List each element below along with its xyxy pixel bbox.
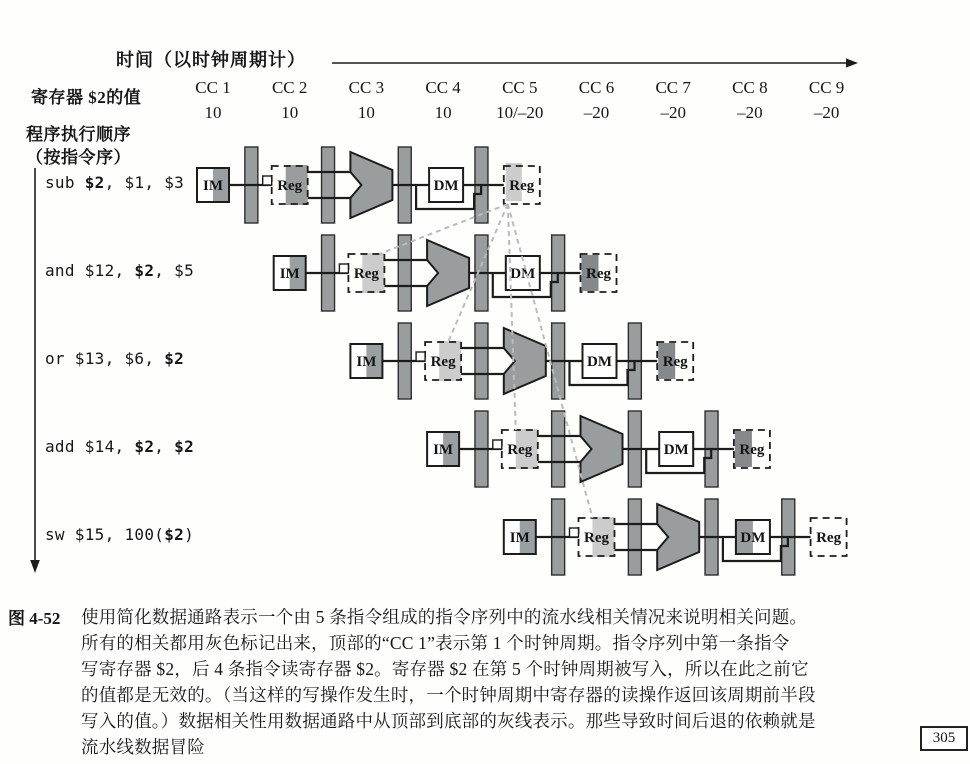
pipeline-register-bar	[475, 323, 488, 399]
alu-shape	[581, 416, 623, 482]
caption-line: 流水线数据冒险	[81, 737, 205, 757]
instruction-pipeline-row	[350, 323, 693, 399]
instruction-operand-bold: $2	[164, 349, 185, 368]
caption-line: 写寄存器 $2，后 4 条指令读寄存器 $2。寄存器 $2 在第 5 个时钟周期被写入，所以在此之前它	[81, 659, 809, 679]
im-label: IM	[356, 354, 377, 370]
reg-write-label: Reg	[739, 442, 765, 458]
register-value-label: 寄存器 $2的值	[31, 88, 142, 107]
register-value: –20	[737, 103, 763, 122]
reg-write-port-notch-icon	[493, 440, 502, 449]
reg-write-port-notch-icon	[339, 264, 348, 273]
time-axis-label: 时间（以时钟周期计）	[116, 50, 306, 70]
reg-write-label: Reg	[586, 266, 611, 282]
clock-cycle-label: CC 2	[271, 78, 308, 97]
pipeline-register-bar	[628, 499, 641, 575]
figure-number-label: 图 4-52	[8, 609, 61, 628]
register-value: –20	[660, 103, 686, 122]
register-value: –20	[813, 103, 840, 122]
reg-write-port-notch-icon	[263, 176, 272, 185]
reg-read-label: Reg	[277, 178, 303, 194]
dm-label: DM	[587, 354, 612, 370]
register-value: 10	[357, 103, 375, 122]
alu-shape	[427, 240, 469, 306]
reg-write-label: Reg	[662, 354, 688, 370]
instruction-operand-bold: $2	[84, 173, 105, 192]
register-value: 10/–20	[496, 103, 544, 122]
clock-cycle-label: CC 4	[425, 78, 461, 97]
caption-line: 使用简化数据通路表示一个由 5 条指令组成的指令序列中的流水线相关情况来说明相关问题。	[81, 607, 808, 627]
pipeline-register-bar	[552, 411, 565, 487]
instruction-operand-bold: $2	[134, 261, 155, 280]
caption-line: 的值都是无效的。（当这样的写操作发生时，一个时钟周期中寄存器的读操作返回该周期前半段	[81, 685, 816, 705]
program-order-label-line2: （按指令序）	[26, 148, 131, 167]
im-label: IM	[203, 178, 223, 194]
program-order-arrowhead-icon	[30, 560, 40, 573]
dm-label: DM	[433, 178, 459, 194]
instruction-label	[45, 525, 194, 544]
clock-cycle-label: CC 3	[348, 78, 385, 97]
dm-label: DM	[510, 266, 536, 282]
clock-cycle-label: CC 1	[195, 78, 231, 97]
program-order-label-line1: 程序执行顺序	[26, 125, 131, 144]
reg-write-label: Reg	[509, 178, 535, 194]
reg-read-label: Reg	[507, 442, 533, 458]
reg-write-port-notch-icon	[570, 528, 579, 537]
instruction-text: and $12,	[45, 261, 135, 280]
dm-label: DM	[740, 530, 766, 546]
instruction-text: , $5	[154, 261, 195, 280]
instruction-label	[45, 437, 194, 456]
clock-cycle-label: CC 8	[732, 78, 768, 97]
instruction-operand-bold: $2	[174, 437, 195, 456]
instruction-label	[45, 349, 184, 368]
time-axis-arrowhead-icon	[846, 58, 858, 67]
clock-cycle-label: CC 9	[808, 78, 845, 97]
reg-write-label: Reg	[816, 530, 842, 546]
register-value: 10	[281, 103, 299, 122]
reg-read-label: Reg	[584, 530, 609, 546]
caption-line: 写入的值。）数据相关性用数据通路中从顶部到底部的灰线表示。那些导致时间后退的依赖就是	[81, 711, 816, 731]
im-label: IM	[509, 530, 530, 546]
alu-shape	[350, 152, 392, 218]
im-label: IM	[433, 442, 454, 458]
instruction-text: or $13, $6,	[45, 349, 165, 368]
instruction-text: sub	[45, 173, 85, 192]
instruction-label	[45, 261, 194, 280]
caption-line: 所有的相关都用灰色标记出来，顶部的“CC 1”表示第 1 个时钟周期。指令序列中第一条指令	[81, 633, 790, 653]
alu-shape	[504, 328, 546, 394]
page-number-badge: 305	[920, 726, 968, 751]
instruction-text: )	[184, 525, 195, 544]
pipeline-register-bar	[322, 147, 335, 223]
alu-shape	[657, 504, 699, 570]
instruction-text: , $1, $3	[104, 173, 185, 192]
pipeline-register-bar	[398, 235, 411, 311]
reg-write-port-notch-icon	[416, 352, 425, 361]
instruction-operand-bold: $2	[134, 437, 155, 456]
instruction-operand-bold: $2	[164, 525, 185, 544]
instruction-pipeline-row	[504, 499, 847, 575]
clock-cycle-label: CC 7	[655, 78, 691, 97]
instruction-text: sw $15, 100(	[45, 525, 165, 544]
register-value: 10	[434, 103, 452, 122]
clock-cycle-label: CC 6	[578, 78, 615, 97]
instruction-pipeline-row	[274, 235, 617, 311]
register-value: 10	[204, 103, 222, 122]
instruction-pipeline-row	[427, 411, 770, 487]
dependency-line	[508, 204, 516, 430]
im-label: IM	[279, 266, 300, 282]
dm-label: DM	[663, 442, 689, 458]
register-value: –20	[583, 103, 610, 122]
figure-caption	[81, 604, 961, 760]
instruction-text: ,	[154, 437, 175, 456]
reg-read-label: Reg	[353, 266, 379, 282]
instruction-label	[45, 173, 184, 192]
clock-cycle-label: CC 5	[502, 78, 538, 97]
instruction-text: add $14,	[45, 437, 135, 456]
reg-read-label: Reg	[430, 354, 456, 370]
